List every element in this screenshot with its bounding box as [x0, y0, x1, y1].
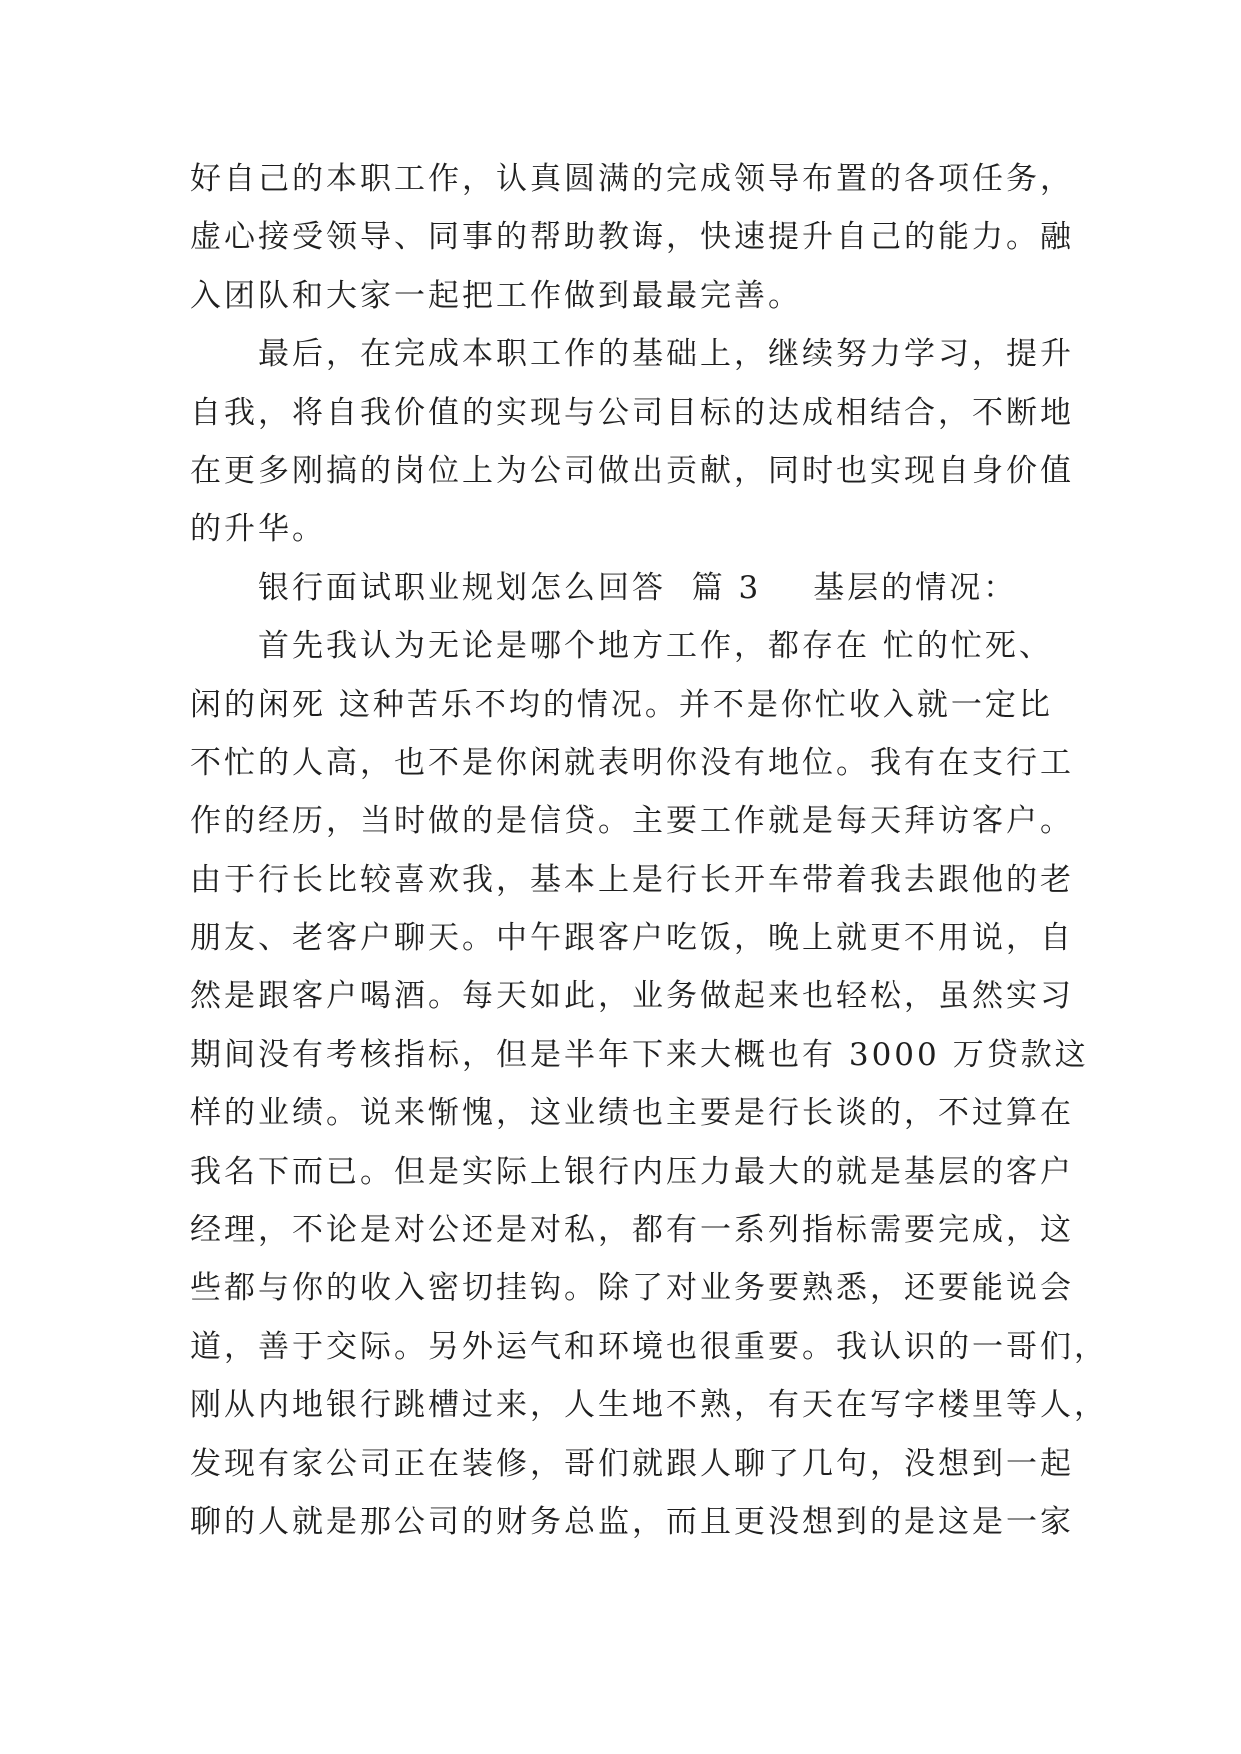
text-line: 最后，在完成本职工作的基础上，继续努力学习，提升 — [190, 336, 1074, 373]
text-line: 在更多刚搞的岗位上为公司做出贡献，同时也实现自身价值 — [190, 452, 1074, 489]
body-text — [190, 150, 1108, 1551]
text-line: 经理，不论是对公还是对私，都有一系列指标需要完成，这 — [190, 1212, 1074, 1249]
text-line: 聊的人就是那公司的财务总监，而且更没想到的是这是一家 — [190, 1503, 1074, 1540]
text-line: 些都与你的收入密切挂钩。除了对业务要熟悉，还要能说会 — [190, 1270, 1074, 1307]
text-line: 期间没有考核指标，但是半年下来大概也有 3000 万贷款这 — [190, 1036, 1089, 1073]
text-line: 道，善于交际。另外运气和环境也很重要。我认识的一哥们， — [190, 1328, 1108, 1365]
paragraph-3 — [190, 617, 1108, 1551]
text-line: 样的业绩。说来惭愧，这业绩也主要是行长谈的，不过算在 — [190, 1095, 1074, 1132]
text-line: 我名下而已。但是实际上银行内压力最大的就是基层的客户 — [190, 1153, 1074, 1190]
text-line: 发现有家公司正在装修，哥们就跟人聊了几句，没想到一起 — [190, 1445, 1074, 1482]
text-line: 然是跟客户喝酒。每天如此，业务做起来也轻松，虽然实习 — [190, 978, 1074, 1015]
text-line: 首先我认为无论是哪个地方工作，都存在 忙的忙死、 — [190, 628, 1053, 665]
paragraph-2 — [190, 325, 1074, 559]
text-line: 的升华。 — [190, 511, 326, 548]
text-line: 朋友、老客户聊天。中午跟客户吃饭，晚上就更不用说，自 — [190, 920, 1074, 957]
paragraph-1 — [190, 150, 1074, 325]
text-line: 不忙的人高，也不是你闲就表明你没有地位。我有在支行工 — [190, 744, 1074, 781]
text-line: 作的经历，当时做的是信贷。主要工作就是每天拜访客户。 — [190, 803, 1074, 840]
section-heading — [190, 559, 1050, 617]
heading-subtitle: 基层的情况： — [813, 569, 1018, 606]
text-line: 虚心接受领导、同事的帮助教诲，快速提升自己的能力。融 — [190, 219, 1074, 256]
text-line: 自我，将自我价值的实现与公司目标的达成相结合，不断地 — [190, 394, 1074, 431]
text-line: 入团队和大家一起把工作做到最最完善。 — [190, 277, 802, 314]
text-line: 刚从内地银行跳槽过来，人生地不熟，有天在写字楼里等人， — [190, 1387, 1108, 1424]
text-line: 好自己的本职工作，认真圆满的完成领导布置的各项任务， — [190, 161, 1074, 197]
heading-title: 银行面试职业规划怎么回答 篇 3 — [190, 569, 762, 606]
text-line: 闲的闲死 这种苦乐不均的情况。并不是你忙收入就一定比 — [190, 686, 1053, 723]
text-line: 由于行长比较喜欢我，基本上是行长开车带着我去跟他的老 — [190, 861, 1074, 898]
